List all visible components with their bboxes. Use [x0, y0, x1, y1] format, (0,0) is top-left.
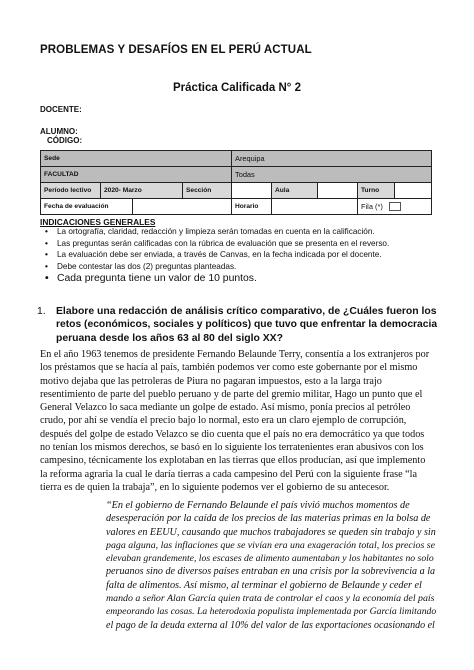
answer-line: motivo dejaba que las petroleras de Piura no pagaran impuestos, esto a la larga trajo	[40, 375, 382, 387]
instructions-list	[57, 226, 437, 285]
answer-line: En el año 1963 tenemos de presidente Fernando Belaunde Terry, consentía a los extranjeros por	[40, 349, 430, 360]
instruction-item: • La ortografía, claridad, redacción y limpieza serán tomadas en cuenta en la calificación.	[57, 226, 437, 238]
practice-title: Práctica Calificada N° 2	[173, 82, 301, 94]
answer-line: resentimiento de parte del pueblo peruano y de parte del gremio militar, Hago un punto que el	[40, 388, 423, 400]
answer-line: la reforma agraria la cual le daría tierras a cada campesino del Perú con la siguiente frase “la	[40, 468, 418, 480]
facultad-label: FACULTAD	[41, 167, 232, 183]
instructions-title: INDICACIONES GENERALES	[40, 217, 156, 227]
periodo-label: Período lectivo	[41, 183, 101, 199]
alumno-label: ALUMNO:	[40, 127, 78, 136]
sede-label: Sede	[41, 151, 232, 167]
quote-line: falta de alimentos. Así mismo, al terminar el gobierno de Belaunde y ceder el	[106, 579, 422, 591]
answer-line: tierra es de quien la trabaja”, en lo siguiente podemos ver el gobierno de su antecesor.	[40, 481, 390, 493]
quote-line: “En el gobierno de Fernando Belaunde el país vivió muchos momentos de	[106, 500, 410, 511]
question-line: retos (económicos, sociales y políticos) que tuvo que enfrentar la democracia	[56, 319, 438, 331]
instruction-item: • La evaluación debe ser enviada, a través de Canvas, en la fecha indicada por el docente.	[57, 249, 437, 261]
facultad-row	[41, 167, 432, 183]
quote-block	[106, 499, 436, 632]
periodo-value: 2020- Marzo	[101, 183, 183, 199]
aula-label: Aula	[272, 183, 318, 199]
instruction-item: • Debe contestar las dos (2) preguntas planteadas.	[57, 261, 437, 273]
sede-value: Arequipa	[232, 151, 432, 167]
fila-cell[interactable]	[358, 199, 432, 215]
answer-line: después del golpe de estado Velazco se dio cuenta que el país no era democrático ya que todos	[40, 428, 425, 440]
fila-label: Fila (*)	[361, 201, 383, 211]
instruction-item: • Cada pregunta tiene un valor de 10 puntos.	[57, 272, 437, 285]
horario-label: Horario	[232, 199, 272, 215]
info-table	[40, 150, 432, 215]
answer-line: campesino, técnicamente los explotaban en las tierras que ellos producían, así que implemento	[40, 455, 426, 467]
quote-line: paga alguna, las inflaciones que se vivían era una exageración total, los precios se	[106, 539, 436, 551]
turno-label: Turno	[358, 183, 395, 199]
fila-checkbox[interactable]	[389, 202, 401, 211]
fecha-label: Fecha de evaluación	[41, 199, 133, 215]
codigo-label: CÓDIGO:	[47, 136, 83, 145]
docente-label: DOCENTE:	[40, 105, 82, 114]
horario-field[interactable]	[272, 199, 358, 215]
quote-line: mando a señor Alan García quien trata de controlar el caos y la economía del país	[106, 593, 435, 605]
answer-line: crudo, por ahí se vendía el precio bajo lo normal, esto era un claro ejemplo de corrupción,	[40, 415, 407, 427]
answer-line: no tenían los mismos derechos, se basó en lo siguiente los terratenientes eran abusivos con los	[40, 442, 424, 454]
quote-line: valores en EEUU, causando que muchos trabajadores se queden sin trabajo y sin	[106, 526, 436, 538]
periodo-row	[41, 183, 432, 199]
question-1	[37, 305, 438, 345]
fecha-field[interactable]	[133, 199, 232, 215]
instruction-item: • Las preguntas serán calificadas con la rúbrica de evaluación que se presenta en el reverso.	[57, 238, 437, 250]
seccion-label: Sección	[183, 183, 232, 199]
aula-field[interactable]	[318, 183, 358, 199]
quote-line: desesperación por la caída de los precios de las materias primas en la bolsa de	[106, 513, 431, 525]
course-title: PROBLEMAS Y DESAFÍOS EN EL PERÚ ACTUAL	[40, 44, 312, 56]
turno-field[interactable]	[395, 183, 432, 199]
answer-line: los préstamos que se hacía al país, también podemos ver como este gobernante por el mismo	[40, 362, 418, 374]
question-number: 1.	[37, 306, 46, 317]
seccion-field[interactable]	[232, 183, 272, 199]
answer-line: General Velazco lo saca mediante un golpe de estado. Así mismo, ponía precios al petróleo	[40, 402, 411, 414]
answer-paragraph	[40, 348, 434, 494]
quote-line: empeorando las cosas. La heterodoxia populista implementada por García limitando	[106, 606, 437, 618]
fecha-row	[41, 199, 432, 215]
quote-line: el pago de la deuda externa al 10% del valor de las exportaciones ocasionando el	[106, 619, 435, 631]
question-line: peruana desde los años 63 al 80 del siglo XX?	[56, 332, 283, 344]
question-line: Elabore una redacción de análisis crítico comparativo, de ¿Cuáles fueron los	[56, 306, 437, 317]
sede-row	[41, 151, 432, 167]
quote-line: elevaban grandemente, los escases de alimento aumentaban y los habitantes no solo	[106, 553, 434, 565]
facultad-value: Todas	[232, 167, 432, 183]
quote-line: peruanos sino de diversos países entraban en una crisis por la sobrevivencia a la	[106, 566, 436, 578]
